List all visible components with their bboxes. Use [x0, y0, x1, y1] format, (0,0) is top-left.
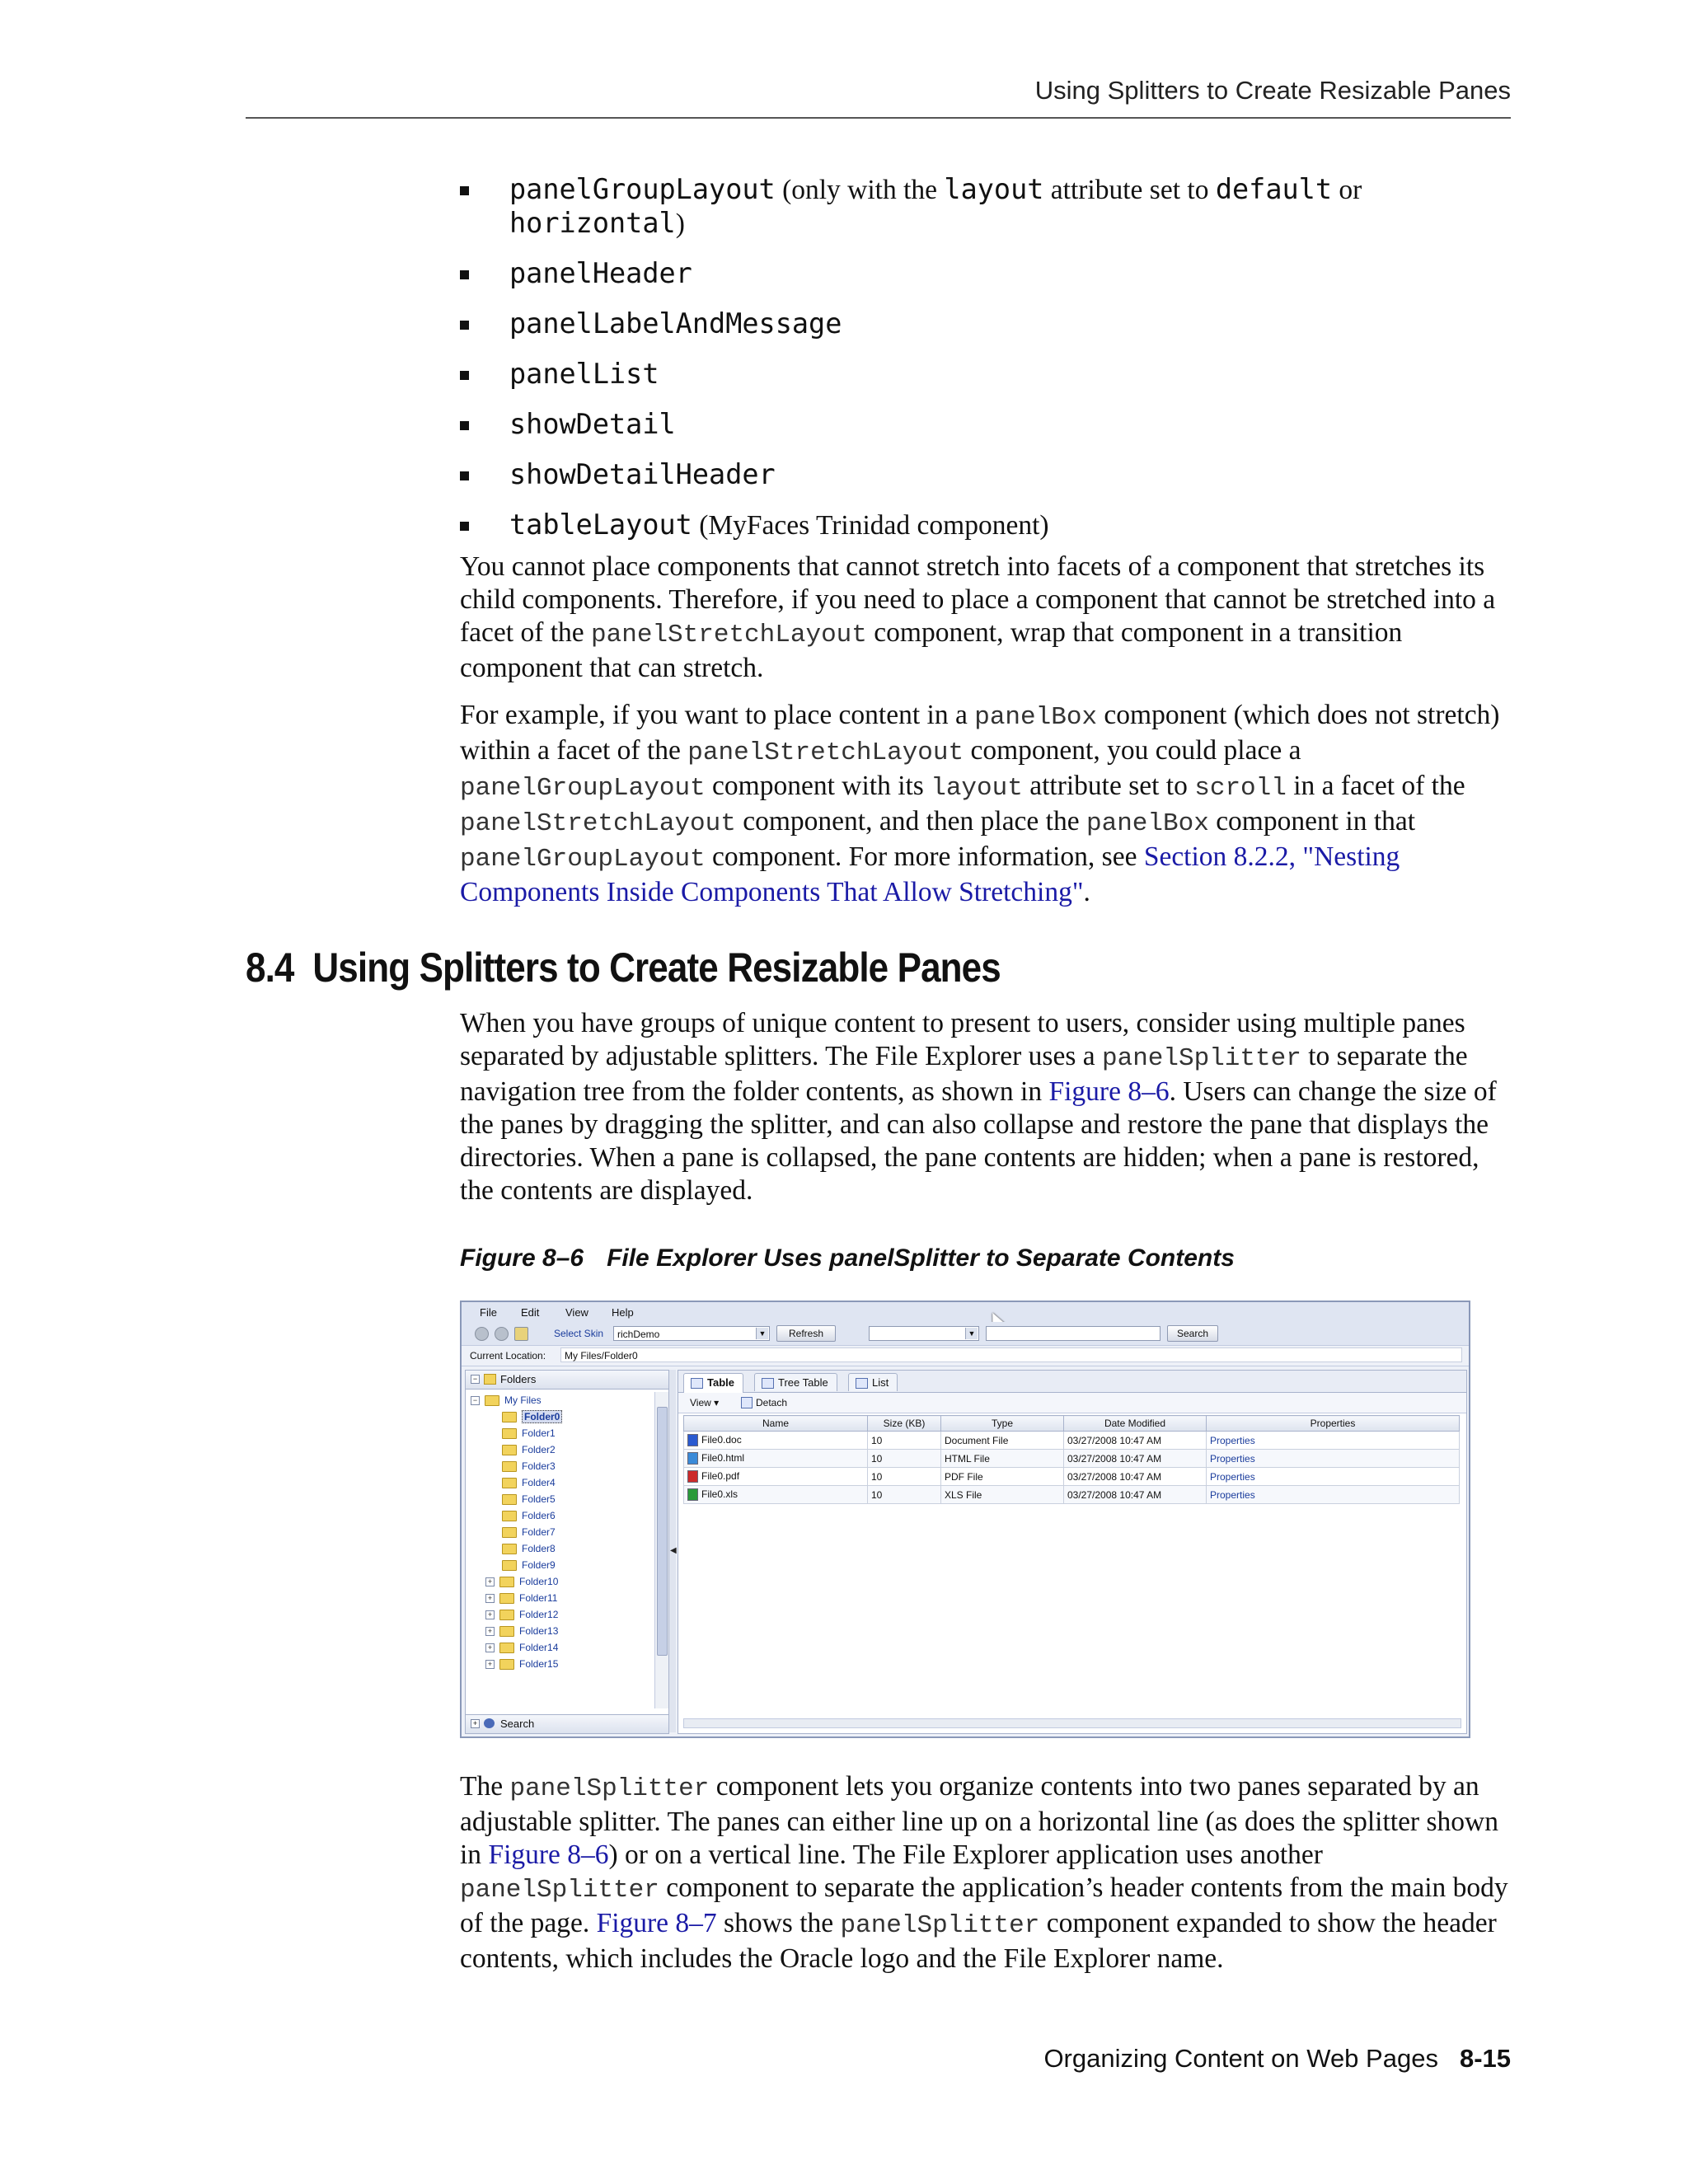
skin-select-value: richDemo — [617, 1329, 660, 1340]
section-number: 8.4 — [246, 944, 294, 991]
code-term: panelSplitter — [509, 1774, 710, 1803]
tab-table[interactable] — [683, 1373, 743, 1393]
folders-icon — [484, 1374, 496, 1385]
code-term: panelList — [509, 358, 659, 390]
running-header — [246, 73, 1511, 119]
view-tabs — [678, 1371, 1466, 1393]
footer-title: Organizing Content on Web Pages — [1043, 2044, 1438, 2073]
page-number: 8-15 — [1459, 2044, 1511, 2073]
bullet-square-icon — [460, 270, 469, 279]
current-location-value: My Files/Folder0 — [565, 1350, 638, 1361]
figure-link[interactable]: Figure 8–6 — [1048, 1076, 1170, 1107]
paragraph-splitter-details — [460, 1770, 1515, 1975]
current-location-label: Current Location: — [470, 1350, 546, 1361]
tree-item-label: Folder6 — [522, 1510, 556, 1521]
file-icon — [687, 1488, 698, 1501]
tree-item-folder6[interactable] — [502, 1507, 556, 1524]
tab-label: List — [872, 1376, 889, 1389]
folder-tree — [466, 1392, 652, 1708]
tree-item-label: Folder13 — [519, 1625, 559, 1637]
tab-label: Tree Table — [778, 1376, 828, 1389]
folder-up-icon[interactable] — [514, 1327, 528, 1341]
column-header-date[interactable]: Date Modified — [1064, 1416, 1207, 1432]
current-location-bar — [462, 1346, 1469, 1366]
cell-name — [684, 1486, 868, 1504]
folder-icon — [502, 1494, 517, 1505]
tree-item-folder0[interactable] — [502, 1408, 562, 1425]
figure-label: Figure 8–6 — [460, 1244, 584, 1272]
cell-date-text: 03/27/2008 10:47 AM — [1067, 1452, 1162, 1465]
text: attribute set to — [1022, 771, 1195, 801]
table-row[interactable] — [684, 1450, 1460, 1468]
text: shows the — [716, 1908, 841, 1938]
chevron-down-icon: ▼ — [965, 1328, 978, 1339]
table-row[interactable] — [684, 1468, 1460, 1486]
cell-date-text: 03/27/2008 10:47 AM — [1067, 1488, 1162, 1501]
code-term: panelGroupLayout — [509, 173, 776, 205]
cell-properties[interactable] — [1207, 1450, 1460, 1468]
tree-item-label: Folder1 — [522, 1427, 556, 1439]
column-header-properties[interactable]: Properties — [1207, 1416, 1460, 1432]
file-icon — [687, 1452, 698, 1465]
expand-icon[interactable]: + — [485, 1577, 495, 1586]
running-header-title: Using Splitters to Create Resizable Panes — [1034, 76, 1511, 105]
back-icon[interactable] — [475, 1327, 489, 1341]
cell-properties-text: Properties — [1210, 1434, 1255, 1446]
detach-icon[interactable] — [741, 1397, 753, 1408]
folder-icon — [499, 1659, 514, 1670]
search-button[interactable]: Search — [1167, 1325, 1218, 1342]
folder-icon — [502, 1527, 517, 1538]
list-item — [460, 408, 1515, 442]
chevron-down-icon: ▼ — [756, 1328, 768, 1339]
folder-icon — [502, 1412, 517, 1422]
text: ) or on a vertical line. The File Explorer application uses another — [608, 1840, 1323, 1870]
tree-item-folder9[interactable] — [502, 1557, 556, 1573]
tree-item-label: Folder4 — [522, 1477, 556, 1488]
expand-icon[interactable]: + — [485, 1643, 495, 1652]
table-header-row — [684, 1416, 1460, 1432]
text: component expanded to show the header contents, which includes the Oracle logo and the File Explorer name. — [460, 1908, 1497, 1974]
collapse-icon[interactable]: − — [471, 1396, 480, 1405]
column-header-size[interactable]: Size (KB) — [868, 1416, 941, 1432]
bullet-square-icon — [460, 471, 469, 480]
cell-properties-text: Properties — [1210, 1452, 1255, 1465]
list-text: (MyFaces Trinidad component) — [692, 510, 1049, 541]
code-term: panelLabelAndMessage — [509, 307, 842, 340]
menu-help[interactable]: Help — [612, 1306, 634, 1319]
section-heading — [246, 944, 1001, 991]
collapse-icon[interactable]: − — [471, 1375, 480, 1384]
tree-item-folder5[interactable] — [502, 1491, 556, 1507]
tree-item-label: Folder15 — [519, 1658, 559, 1670]
code-term: panelStretchLayout — [460, 809, 736, 838]
cell-name — [684, 1468, 868, 1486]
cell-properties[interactable] — [1207, 1486, 1460, 1504]
tree-item-folder4[interactable] — [502, 1474, 556, 1491]
tree-item-label: Folder2 — [522, 1444, 556, 1455]
list-item — [460, 257, 1515, 291]
bullet-square-icon — [460, 522, 469, 531]
tree-scrollbar[interactable] — [654, 1392, 668, 1708]
cell-properties[interactable] — [1207, 1432, 1460, 1450]
cell-date — [1064, 1486, 1207, 1504]
cell-name-text: File0.xls — [701, 1488, 738, 1500]
cell-name-text: File0.html — [701, 1451, 745, 1464]
bullet-square-icon — [460, 371, 469, 380]
list-item — [460, 358, 1515, 391]
cell-type — [941, 1486, 1064, 1504]
component-list — [460, 173, 1515, 559]
cell-size — [868, 1486, 941, 1504]
section-link[interactable]: Section 8.2.2, "Nesting Components Inside Components That Allow Stretching" — [460, 841, 1400, 907]
section-title: Using Splitters to Create Resizable Panes — [312, 944, 1001, 991]
tree-item-folder8[interactable] — [502, 1540, 556, 1557]
tree-item-label: Folder14 — [519, 1642, 559, 1653]
list-text: attribute set to — [1043, 175, 1216, 205]
text: in a facet of the — [1286, 771, 1465, 801]
cell-type — [941, 1450, 1064, 1468]
search-input[interactable] — [986, 1326, 1160, 1341]
cell-date-text: 03/27/2008 10:47 AM — [1067, 1470, 1162, 1483]
code-term: default — [1215, 173, 1333, 205]
refresh-button[interactable]: Refresh — [776, 1325, 836, 1342]
tab-tree-table[interactable] — [754, 1373, 837, 1391]
paragraph-splitter-intro — [460, 1007, 1515, 1207]
list-icon — [856, 1378, 868, 1389]
cell-type — [941, 1432, 1064, 1450]
tree-item-folder15[interactable] — [485, 1656, 558, 1672]
code-term: layout — [931, 774, 1023, 803]
list-text: or — [1332, 175, 1362, 205]
folder-icon — [499, 1577, 514, 1587]
folder-icon — [502, 1445, 517, 1455]
cell-name — [684, 1432, 868, 1450]
menu-bar — [462, 1302, 1469, 1322]
content-pane — [678, 1370, 1467, 1734]
table-toolbar — [678, 1393, 1466, 1413]
cell-size-text: 10 — [871, 1470, 883, 1483]
horizontal-scrollbar[interactable] — [683, 1718, 1461, 1728]
code-term: horizontal — [509, 207, 676, 239]
tree-item-folder2[interactable] — [502, 1441, 556, 1458]
expand-icon[interactable]: + — [485, 1627, 495, 1636]
tree-item-label: Folder10 — [519, 1576, 559, 1587]
navigation-pane — [465, 1370, 669, 1734]
folder-icon — [502, 1428, 517, 1439]
list-item — [460, 509, 1515, 542]
expand-icon[interactable]: + — [471, 1719, 480, 1728]
text: . Users can change the size of the panes by dragging the splitter, and can also collapse and restore the pane that displays the directories. When a pane is collapsed, the pane contents are hidden; when a pane is restored, the contents are displayed. — [460, 1076, 1497, 1206]
detach-button[interactable]: Detach — [756, 1397, 788, 1408]
cell-size — [868, 1450, 941, 1468]
table-row[interactable] — [684, 1432, 1460, 1450]
skin-select[interactable] — [613, 1326, 770, 1341]
tree-item-folder10[interactable] — [485, 1573, 558, 1590]
cell-date — [1064, 1432, 1207, 1450]
cell-size-text: 10 — [871, 1434, 883, 1446]
text: component, and then place the — [735, 806, 1086, 837]
current-location-field[interactable] — [560, 1347, 1462, 1362]
tree-item-label: Folder5 — [522, 1493, 556, 1505]
cell-size-text: 10 — [871, 1452, 883, 1465]
list-item — [460, 458, 1515, 492]
cell-name — [684, 1450, 868, 1468]
cell-date — [1064, 1468, 1207, 1486]
folder-icon — [502, 1461, 517, 1472]
folder-icon — [485, 1395, 499, 1406]
text: component. For more information, see — [705, 841, 1144, 872]
cell-type-text: XLS File — [945, 1488, 982, 1501]
column-header-name[interactable]: Name — [684, 1416, 868, 1432]
folder-icon — [499, 1593, 514, 1604]
cell-type — [941, 1468, 1064, 1486]
cell-type-text: PDF File — [945, 1470, 983, 1483]
code-term: panelGroupLayout — [460, 845, 706, 874]
column-header-type[interactable]: Type — [941, 1416, 1064, 1432]
tree-item-label: Folder9 — [522, 1559, 556, 1571]
scrollbar-thumb[interactable] — [657, 1407, 668, 1656]
code-term: panelBox — [1085, 809, 1209, 838]
tree-item-label: My Files — [504, 1394, 542, 1406]
text: component, you could place a — [964, 735, 1301, 766]
bullet-square-icon — [460, 421, 469, 430]
paragraph-stretch-note — [460, 551, 1515, 685]
code-term: panelSplitter — [840, 1911, 1040, 1940]
expand-icon[interactable]: + — [485, 1594, 495, 1603]
code-term: panelHeader — [509, 257, 692, 289]
view-menu-label: View — [690, 1397, 711, 1408]
table-row[interactable] — [684, 1486, 1460, 1504]
cell-name-text: File0.doc — [701, 1433, 742, 1446]
text: When you have groups of unique content to present to users, consider using multiple panes separated by adjustable splitters. The File Explorer uses a — [460, 1008, 1465, 1071]
cell-properties-text: Properties — [1210, 1470, 1255, 1483]
code-term: panelSplitter — [460, 1876, 659, 1905]
folder-icon — [502, 1478, 517, 1488]
code-term: scroll — [1194, 774, 1287, 803]
menu-view[interactable]: View — [565, 1306, 588, 1319]
code-term: panelGroupLayout — [460, 774, 706, 803]
folder-icon — [499, 1626, 514, 1637]
text: component (which does not stretch) within a facet of the — [460, 700, 1500, 766]
figure-link[interactable]: Figure 8–7 — [596, 1908, 717, 1938]
tree-item-folder3[interactable] — [502, 1458, 556, 1474]
cell-name-text: File0.pdf — [701, 1469, 740, 1482]
code-term: layout — [944, 173, 1044, 205]
code-term: panelStretchLayout — [591, 621, 867, 649]
figure-link[interactable]: Figure 8–6 — [488, 1840, 609, 1870]
bullet-square-icon — [460, 186, 469, 195]
text: The — [460, 1771, 510, 1802]
cell-date — [1064, 1450, 1207, 1468]
tab-label: Table — [707, 1376, 734, 1389]
tree-item-folder1[interactable] — [502, 1425, 556, 1441]
panel-splitter[interactable] — [669, 1370, 676, 1732]
tree-item-label: Folder3 — [522, 1460, 556, 1472]
cell-properties[interactable] — [1207, 1468, 1460, 1486]
code-term: tableLayout — [509, 509, 692, 541]
figure-caption — [460, 1244, 1235, 1272]
table-icon — [691, 1378, 703, 1389]
text: component lets you organize contents into two panes separated by an adjustable splitter. The panes can either line up on a horizontal line (as does the splitter shown in — [460, 1771, 1498, 1870]
page-footer — [1043, 2044, 1511, 2074]
text: component to separate the application’s header contents from the main body of the page. — [460, 1872, 1508, 1938]
list-text: (only with the — [775, 175, 945, 205]
text: . — [1083, 877, 1090, 907]
tree-item-folder7[interactable] — [502, 1524, 556, 1540]
files-table — [683, 1415, 1460, 1504]
cell-properties-text: Properties — [1210, 1488, 1255, 1501]
tab-list[interactable] — [848, 1373, 898, 1391]
code-term: panelBox — [974, 703, 1098, 732]
folder-icon — [502, 1560, 517, 1571]
file-icon — [687, 1470, 698, 1483]
tree-item-label: Folder0 — [522, 1410, 562, 1423]
text: You cannot place components that cannot stretch into facets of a component that stretches its child components. Therefore, if you need to place a component that cannot be stretched into a facet of the — [460, 551, 1496, 648]
folders-header-label: Folders — [500, 1373, 537, 1385]
text: component with its — [705, 771, 931, 801]
tree-item-folder11[interactable] — [485, 1590, 557, 1606]
folders-accordion-header[interactable] — [466, 1371, 668, 1390]
figure-title: File Explorer Uses panelSplitter to Separate Contents — [607, 1244, 1235, 1272]
code-term: showDetailHeader — [509, 458, 776, 490]
search-accordion-label: Search — [500, 1718, 535, 1730]
list-item — [460, 307, 1515, 341]
forward-icon[interactable] — [495, 1327, 509, 1341]
file-icon — [687, 1434, 698, 1446]
folder-icon — [499, 1610, 514, 1620]
cell-size — [868, 1432, 941, 1450]
bullet-square-icon — [460, 321, 469, 330]
tree-table-icon — [762, 1378, 774, 1389]
tree-item-label: Folder11 — [519, 1592, 558, 1604]
list-item — [460, 173, 1515, 241]
tree-item-label: Folder8 — [522, 1543, 556, 1554]
search-accordion-header[interactable] — [466, 1714, 668, 1733]
toolbar — [462, 1322, 1469, 1346]
tree-item-folder13[interactable] — [485, 1623, 558, 1639]
tree-item-folder12[interactable] — [485, 1606, 558, 1623]
text: to separate the navigation tree from the folder contents, as shown in — [460, 1041, 1468, 1107]
collapse-arrow-icon[interactable]: ◀ — [670, 1546, 677, 1555]
cell-size — [868, 1468, 941, 1486]
cell-type-text: HTML File — [945, 1452, 990, 1465]
tree-item-label: Folder7 — [522, 1526, 556, 1538]
paragraph-example — [460, 699, 1515, 909]
menu-file[interactable]: File — [480, 1306, 497, 1319]
folder-icon — [499, 1643, 514, 1653]
text: component in that — [1208, 806, 1416, 837]
cell-date-text: 03/27/2008 10:47 AM — [1067, 1434, 1162, 1446]
code-term: showDetail — [509, 408, 676, 440]
menu-edit[interactable]: Edit — [521, 1306, 540, 1319]
expand-icon[interactable]: + — [485, 1610, 495, 1619]
binoculars-icon — [484, 1718, 495, 1728]
file-explorer-screenshot — [460, 1301, 1470, 1738]
cell-size-text: 10 — [871, 1488, 883, 1501]
text: component, wrap that component in a transition component that can stretch. — [460, 617, 1403, 683]
tree-item-folder14[interactable] — [485, 1639, 558, 1656]
folder-icon — [502, 1511, 517, 1521]
folder-icon — [502, 1544, 517, 1554]
list-text: ) — [675, 209, 685, 239]
code-term: panelStretchLayout — [687, 738, 964, 767]
view-menu[interactable]: View ▾ — [690, 1397, 720, 1408]
select-skin-label: Select Skin — [554, 1328, 604, 1339]
tree-item-my-files[interactable] — [471, 1392, 542, 1408]
expand-icon[interactable]: + — [485, 1660, 495, 1669]
code-term: panelSplitter — [1101, 1044, 1301, 1073]
cell-type-text: Document File — [945, 1434, 1009, 1446]
text: For example, if you want to place content in a — [460, 700, 975, 730]
files-table-body — [684, 1432, 1460, 1504]
search-scope-select[interactable] — [869, 1326, 979, 1341]
tree-item-label: Folder12 — [519, 1609, 559, 1620]
